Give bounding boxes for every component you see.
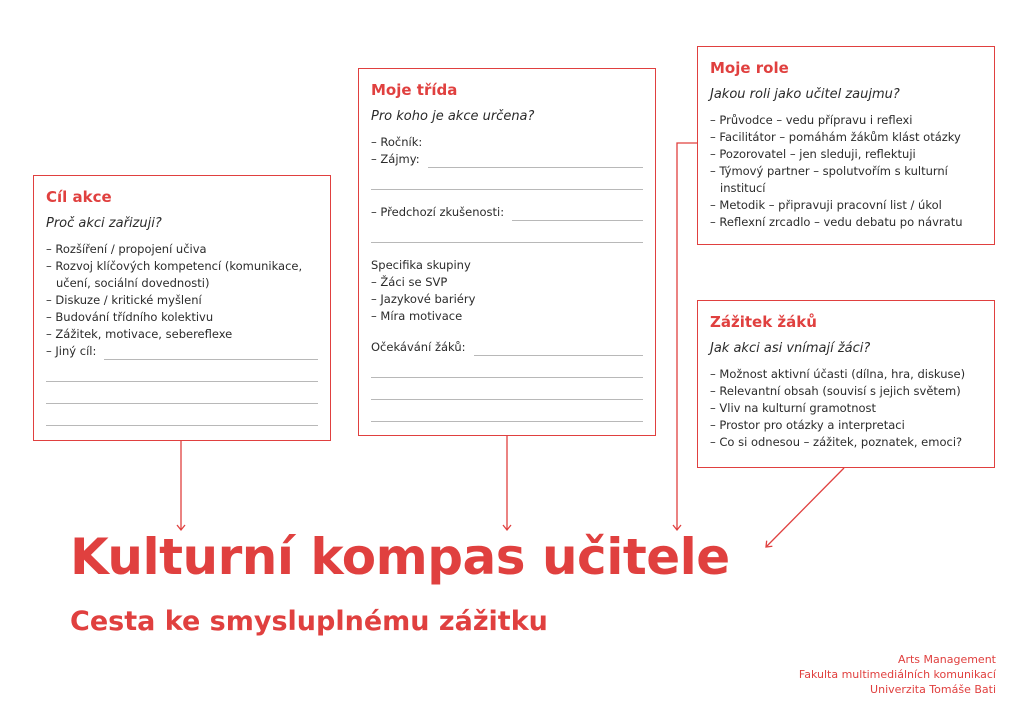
box-question: Jakou roli jako učitel zaujmu? xyxy=(710,87,900,102)
fill-line xyxy=(46,360,318,382)
box-moje-trida xyxy=(358,68,656,436)
footer-credits xyxy=(799,652,996,697)
fill-line xyxy=(46,404,318,426)
box-cil-akce xyxy=(33,175,331,441)
box-title: Cíl akce xyxy=(46,188,112,206)
arrow-role xyxy=(677,143,697,530)
box-question: Proč akci zařizuji? xyxy=(46,216,162,231)
box-zazitek-zaku xyxy=(697,300,995,468)
fill-line xyxy=(428,155,643,168)
group-specifics-heading: Specifika skupiny xyxy=(371,258,471,272)
list-item: – Týmový partner – spolutvořím s kulturní institucí xyxy=(710,163,982,197)
fill-line xyxy=(371,168,643,190)
expectations-label: Očekávání žáků: xyxy=(371,340,466,354)
list-item: – Jazykové bariéry xyxy=(371,291,643,308)
footer-line: Arts Management xyxy=(897,653,996,666)
list-item: – Facilitátor – pomáhám žákům klást otázky xyxy=(710,129,982,146)
fill-line xyxy=(512,208,643,221)
subtitle: Cesta ke smysluplnému zážitku xyxy=(70,606,548,637)
footer-line: Univerzita Tomáše Bati xyxy=(870,683,996,696)
list-item: – Míra motivace xyxy=(371,308,643,325)
interests-label: – Zájmy: xyxy=(371,151,420,168)
fill-line xyxy=(371,400,643,422)
list-item: – Rozšíření / propojení učiva xyxy=(46,241,318,258)
fill-line xyxy=(371,356,643,378)
list-item: – Budování třídního kolektivu xyxy=(46,309,318,326)
fill-line xyxy=(104,347,318,360)
list-item: – Diskuze / kritické myšlení xyxy=(46,292,318,309)
box-question: Jak akci asi vnímají žáci? xyxy=(710,341,871,356)
arrow-zazitek xyxy=(766,468,844,547)
box-title: Zážitek žáků xyxy=(710,313,817,331)
list-item: – Prostor pro otázky a interpretaci xyxy=(710,417,982,434)
goal-list xyxy=(46,241,318,343)
list-item: – Průvodce – vedu přípravu i reflexi xyxy=(710,112,982,129)
other-goal-field xyxy=(46,343,318,360)
experience-list xyxy=(710,366,982,451)
fill-line xyxy=(46,382,318,404)
experience-field xyxy=(371,204,643,221)
list-item: – Zážitek, motivace, sebereflexe xyxy=(46,326,318,343)
list-item: – Žáci se SVP xyxy=(371,274,643,291)
fill-line xyxy=(474,343,644,356)
box-moje-role xyxy=(697,46,995,245)
list-item: – Relevantní obsah (souvisí s jejich světem) xyxy=(710,383,982,400)
list-item: – Co si odnesou – zážitek, poznatek, emoci? xyxy=(710,434,982,451)
grade-label: – Ročník: xyxy=(371,135,423,149)
box-title: Moje třída xyxy=(371,81,458,99)
list-item: – Rozvoj klíčových kompetencí (komunikace, učení, sociální dovednosti) xyxy=(46,258,318,292)
expectations-field xyxy=(371,339,643,356)
list-item: – Pozorovatel – jen sleduji, reflektuji xyxy=(710,146,982,163)
fill-line xyxy=(371,378,643,400)
list-item: – Možnost aktivní účasti (dílna, hra, diskuse) xyxy=(710,366,982,383)
footer-line: Fakulta multimediálních komunikací xyxy=(798,668,996,681)
experience-label: – Předchozí zkušenosti: xyxy=(371,204,504,221)
interests-field xyxy=(371,151,643,168)
group-specifics-list xyxy=(371,274,643,325)
list-item: – Metodik – připravuji pracovní list / úkol xyxy=(710,197,982,214)
box-title: Moje role xyxy=(710,59,789,77)
list-item: – Reflexní zrcadlo – vedu debatu po návratu xyxy=(710,214,982,231)
fill-line xyxy=(371,221,643,243)
box-question: Pro koho je akce určena? xyxy=(371,109,535,124)
list-item: – Vliv na kulturní gramotnost xyxy=(710,400,982,417)
main-title: Kulturní kompas učitele xyxy=(70,528,730,586)
role-list xyxy=(710,112,982,231)
other-goal-label: – Jiný cíl: xyxy=(46,343,96,360)
